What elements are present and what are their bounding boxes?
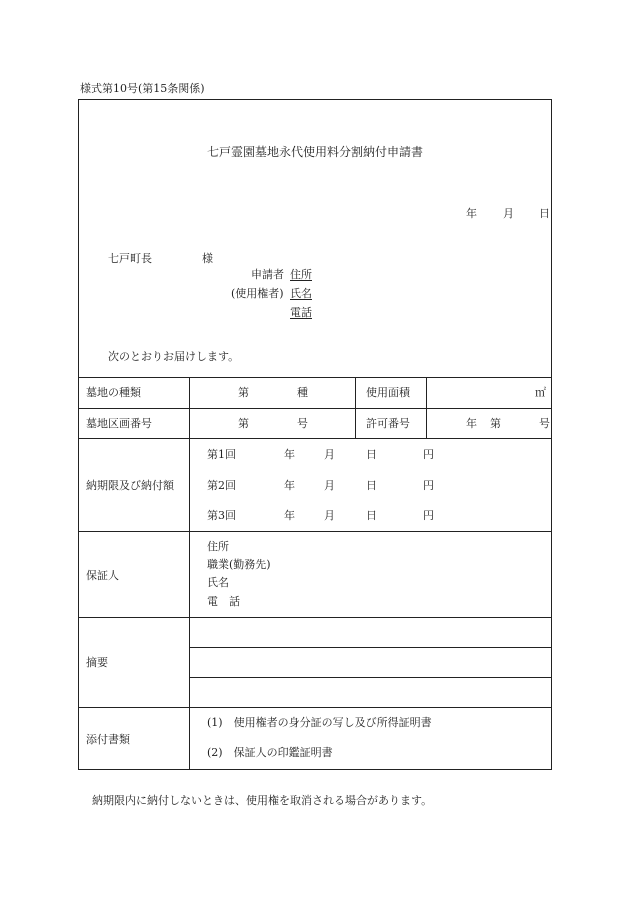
usage-area-label: 使用面積 xyxy=(366,386,410,399)
guarantor-address-field: 住所 xyxy=(207,540,229,553)
permit-year: 年 xyxy=(466,417,477,430)
applicant-name-field: 氏名 xyxy=(290,287,312,300)
installment-no: 第3回 xyxy=(207,509,236,522)
section-number-prefix: 第 xyxy=(238,417,249,430)
installment-day: 日 xyxy=(366,509,377,522)
date-year: 年 xyxy=(466,207,477,220)
attachment-item: (1) 使用権者の身分証の写し及び所得証明書 xyxy=(207,716,432,729)
installment-day: 日 xyxy=(366,448,377,461)
row-border xyxy=(78,531,552,532)
installment-yen: 円 xyxy=(423,509,434,522)
form-number: 様式第10号(第15条関係) xyxy=(80,82,205,95)
section-number-label: 墓地区画番号 xyxy=(86,417,152,430)
frame-left xyxy=(78,99,79,770)
remarks-label: 摘要 xyxy=(86,656,108,669)
cemetery-type-prefix: 第 xyxy=(238,386,249,399)
installment-year: 年 xyxy=(284,509,295,522)
installment-no: 第1回 xyxy=(207,448,236,461)
label-column-divider xyxy=(189,377,190,770)
attachments-label: 添付書類 xyxy=(86,733,130,746)
permit-number-label: 許可番号 xyxy=(366,417,410,430)
intro-text: 次のとおりお届けします。 xyxy=(108,350,240,363)
payment-schedule-label: 納期限及び納付額 xyxy=(86,479,174,492)
cemetery-type-suffix: 種 xyxy=(297,386,308,399)
guarantor-occupation-field: 職業(勤務先) xyxy=(207,558,271,571)
addressee-name: 七戸町長 xyxy=(108,252,152,265)
row-border xyxy=(78,707,552,708)
row-border xyxy=(78,408,552,409)
column-divider xyxy=(355,377,356,439)
permit-prefix: 第 xyxy=(490,417,501,430)
installment-year: 年 xyxy=(284,448,295,461)
applicant-label: 申請者 xyxy=(251,268,284,281)
date-day: 日 xyxy=(539,207,550,220)
installment-day: 日 xyxy=(366,479,377,492)
installment-yen: 円 xyxy=(423,448,434,461)
remarks-line xyxy=(189,647,552,648)
permit-suffix: 号 xyxy=(539,417,550,430)
applicant-phone-field: 電話 xyxy=(290,306,312,319)
remarks-line xyxy=(189,677,552,678)
attachment-item: (2) 保証人の印鑑証明書 xyxy=(207,746,333,759)
guarantor-phone-field: 電 話 xyxy=(207,595,240,608)
row-border xyxy=(78,377,552,378)
date-month: 月 xyxy=(503,207,514,220)
section-number-suffix: 号 xyxy=(297,417,308,430)
area-unit: ㎡ xyxy=(535,386,546,399)
footer-note: 納期限内に納付しないときは、使用権を取消される場合があります。 xyxy=(92,794,433,807)
installment-month: 月 xyxy=(324,509,335,522)
installment-month: 月 xyxy=(324,448,335,461)
form-title: 七戸霊園墓地永代使用料分割納付申請書 xyxy=(206,145,423,159)
column-divider xyxy=(426,377,427,439)
frame-top xyxy=(78,99,552,100)
installment-yen: 円 xyxy=(423,479,434,492)
row-border xyxy=(78,438,552,439)
applicant-address-field: 住所 xyxy=(290,268,312,281)
row-border xyxy=(78,617,552,618)
addressee-honorific: 様 xyxy=(202,252,213,265)
cemetery-type-label: 墓地の種類 xyxy=(86,386,141,399)
installment-month: 月 xyxy=(324,479,335,492)
installment-no: 第2回 xyxy=(207,479,236,492)
guarantor-name-field: 氏名 xyxy=(207,576,229,589)
installment-year: 年 xyxy=(284,479,295,492)
guarantor-label: 保証人 xyxy=(86,569,119,582)
frame-right xyxy=(551,99,552,770)
applicant-sublabel: (使用権者) xyxy=(231,287,284,300)
frame-bottom xyxy=(78,769,552,770)
